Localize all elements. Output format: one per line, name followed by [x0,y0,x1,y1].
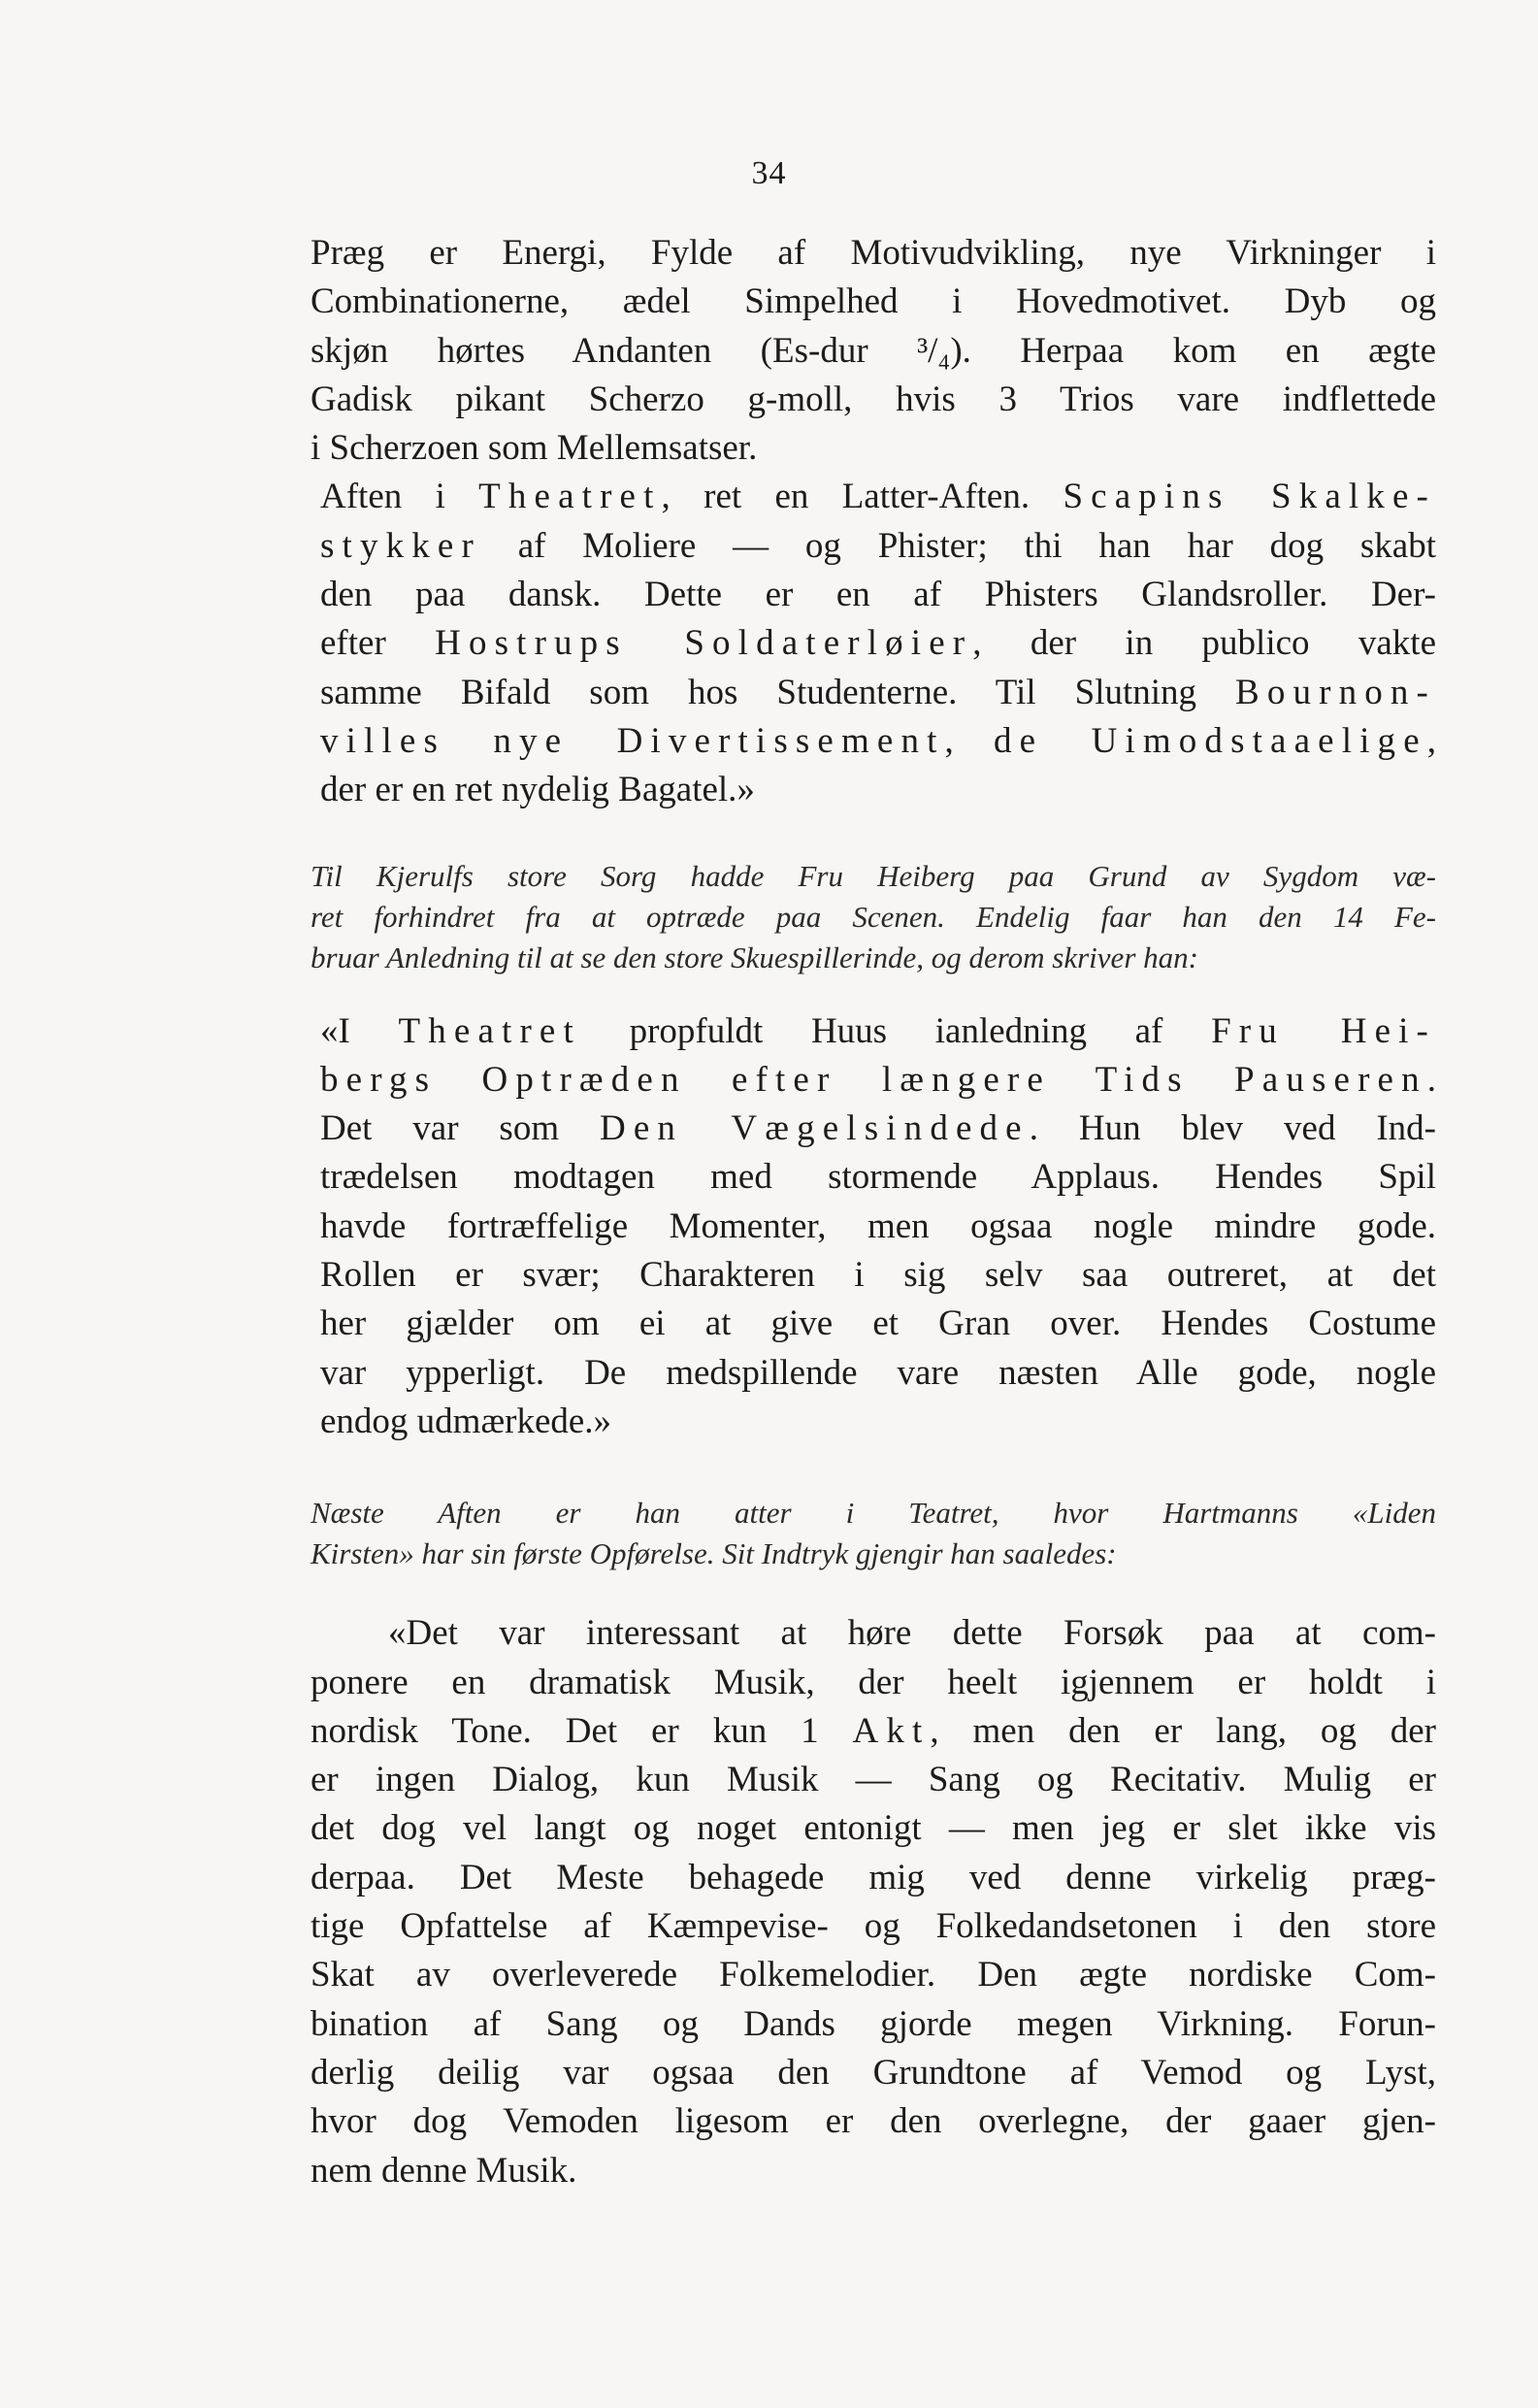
text-line: endog udmærkede.» [320,1401,612,1441]
text-line: trædelsen modtagen med stormende Applaus. Hendes Spil [320,1157,1436,1198]
text-line: havde fortræffelige Momenter, men ogsaa nogle mindre gode. [320,1205,1436,1246]
text-line: efter Hostrups Soldaterløier, der in publico vakte [320,623,1436,664]
text-line: skjøn hørtes Andanten (Es-dur ³/₄). Herpaa kom en ægte [311,330,1436,371]
text-line: Skat av overleverede Folkemelodier. Den ægte nordiske Com- [311,1955,1436,1996]
text-line: der er en ret nydelig Bagatel.» [320,770,755,810]
paragraph-music-review [311,229,1436,473]
text-line: ponere en dramatisk Musik, der heelt igjennem er holdt i [311,1662,1436,1702]
text-line: nordisk Tone. Det er kun 1 Akt, men den er lang, og der [311,1710,1436,1751]
text-line: tige Opfattelse af Kæmpevise- og Folkedandsetonen i den store [311,1906,1436,1947]
text-line: er ingen Dialog, kun Musik — Sang og Recitativ. Mulig er [311,1760,1436,1800]
paragraph-theatre-evening [311,473,1436,814]
text-line: det dog vel langt og noget entonigt — men jeg er slet ikke vis [311,1808,1436,1849]
text-line: Det var som Den Vægelsindede. Hun blev ved Ind- [320,1108,1436,1149]
text-line: hvor dog Vemoden ligesom er den overlegne, der gaaer gjen- [311,2101,1436,2142]
text-line: Præg er Energi, Fylde af Motivudvikling, nye Virkninger i [311,233,1436,273]
italic-line: bruar Anledning til at se den store Skuespillerinde, og derom skriver han: [311,940,1198,974]
text-line: villes nye Divertissement, de Uimodstaaelige, [320,720,1437,761]
italic-line: Til Kjerulfs store Sorg hadde Fru Heiberg paa Grund av Sygdom væ- [311,858,1436,893]
text-line: bergs Optræden efter længere Tids Pauseren. [320,1059,1436,1100]
italic-line: ret forhindret fra at optræde paa Scenen. Endelig faar han den 14 Fe- [311,899,1436,934]
text-line: her gjælder om ei at give et Gran over. Hendes Costume [320,1303,1436,1344]
text-line: bination af Sang og Dands gjorde megen Virkning. Forun- [311,2003,1436,2044]
text-line: derlig deilig var ogsaa den Grundtone af Vemod og Lyst, [311,2052,1436,2093]
text-line: «I Theatret propfuldt Huus ianledning af Fru Hei- [320,1010,1437,1051]
text-line: samme Bifald som hos Studenterne. Til Slutning Bournon- [320,672,1436,712]
italic-intro-liden-kirsten [311,1493,1436,1574]
text-line: var ypperligt. De medspillende vare næsten Alle gode, nogle [320,1352,1436,1393]
italic-intro-heiberg [311,856,1436,978]
text-line: «Det var interessant at høre dette Forsøk paa at com- [388,1613,1436,1654]
text-line: Gadisk pikant Scherzo g-moll, hvis 3 Trios vare indflettede [311,379,1436,419]
text-line: derpaa. Det Meste behagede mig ved denne virkelig præg- [311,1857,1436,1897]
text-line: Combinationerne, ædel Simpelhed i Hovedmotivet. Dyb og [311,281,1436,322]
text-line: stykker af Moliere — og Phister; thi han har dog skabt [320,525,1436,566]
text-line: nem denne Musik. [311,2150,577,2191]
text-line: i Scherzoen som Mellemsatser. [311,428,758,469]
page-number: 34 [751,155,787,191]
italic-line: Næste Aften er han atter i Teatret, hvor Hartmanns «Liden [311,1496,1436,1531]
text-line: Aften i Theatret, ret en Latter-Aften. Scapins Skalke- [320,477,1436,517]
italic-line: Kirsten» har sin første Opførelse. Sit Indtryk gjengir han saaledes: [311,1536,1117,1571]
text-line: Rollen er svær; Charakteren i sig selv saa outreret, at det [320,1255,1436,1296]
text-line: den paa dansk. Dette er en af Phisters Glandsroller. Der- [320,575,1436,615]
paragraph-liden-kirsten-quote [311,1609,1436,2195]
page-body [311,229,1436,2195]
paragraph-heiberg-quote [311,1007,1436,1447]
